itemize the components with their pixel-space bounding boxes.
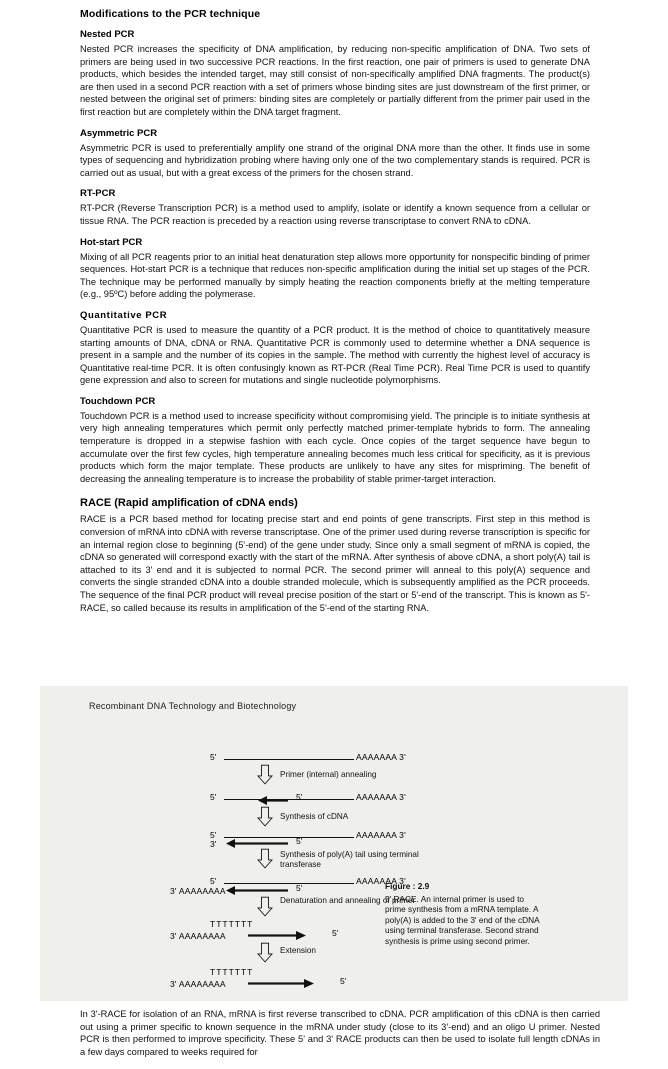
paragraph-3prime-race: In 3'-RACE for isolation of an RNA, mRNA is first reverse transcribed to cDNA. PCR amplification of this cDNA is then carried out using a primer specific to known sequence in the mRNA under study (close to its 3'-end) and an oligo U primer. Nested PCR is then performed to improve specificity. These 5' and 3' RACE products can then be used to isolate full length cDNAs in a few days compared to weeks required for [80,1009,600,1057]
label-5prime-primer-5: 5' [340,976,347,986]
arrow-down-icon-4 [257,896,273,918]
step-label-2: Synthesis of cDNA [280,812,349,821]
paragraph-asymmetric-pcr: Asymmetric PCR is used to preferentially amplify one strand of the original DNA more than the other. It finds use in some types of sequencing and hybridization probing where having only one of the two complementary stands is required. PCR is carried out as usual, but with a great excess of the primers for the chosen strand. [80,142,590,178]
strand-line-4 [224,883,354,884]
step-label-1: Primer (internal) annealing [280,770,377,779]
paragraph-rt-pcr: RT-PCR (Reverse Transcription PCR) is a method used to amplify, isolate or identify a known sequence from a cellular or tissue RNA. The PCR reaction is preceded by a reaction using reverse transcriptase to convert RNA to cDNA. [80,203,590,226]
label-5prime-1: 5' [210,752,217,762]
label-3prime-3: 3' [210,839,217,849]
label-polya-4: AAAAAAA 3' [356,876,406,886]
label-5prime-primer-4: 5' [332,928,339,938]
label-polya-left-2: 3' AAAAAAAA [170,931,226,941]
figure-caption [385,881,545,946]
arrow-down-icon-3 [257,848,273,870]
race-diagram [150,726,450,991]
step-label-4: Denaturation and annealing of primer [280,896,416,905]
label-polya-2: AAAAAAA 3' [356,792,406,802]
heading-race: RACE (Rapid amplification of cDNA ends) [80,497,298,510]
arrow-down-icon-1 [257,764,273,786]
paragraph-nested-pcr: Nested PCR increases the specificity of DNA amplification, by reducing non-specific amplification of DNA. Two sets of primers are being used in two successive PCR reactions. In the first reaction, one pair of primers is used to generate DNA products, which besides the intended target, may still consist of non-specifically amplified DNA fragments. The product(s) are then used in a second PCR reaction with a set of primers whose binding sites are just downstream of the first primer, or nested between the original set of primers: binding sites are completely or partially different from the primer pair used in the first reaction but are completely within the DNA target fragment. [80,44,590,117]
heading-rt-pcr: RT-PCR [80,188,116,200]
figure-caption-text: 5' RACE. An internal primer is used to prime synthesis from a mRNA template. A poly(A) is added to the 3' end of the cDNA using terminal transferase. Second strand synthesis is prime using second primer. [385,893,540,946]
figure-2-9 [40,686,628,1001]
label-5prime-4: 5' [210,876,217,886]
label-polya-left-1: 3' AAAAAAAA [170,886,226,896]
paragraph-quantitative-pcr: Quantitative PCR is used to measure the quantity of a PCR product. It is the method of choice to quantitatively measure starting amounts of DNA, cDNA or RNA. Quantitative PCR is commonly used to determine whether a DNA sequence is present in a sample and the number of its copies in the sample. The method with currently the highest level of accuracy is Quantitative real-time PCR. It is often confusingly known as RT-PCR (Real Time PCR). Real Time PCR is used to quantify gene expression and also to screen for mutations and single nucleotide polymorphisms. [80,324,590,386]
step-label-3: Synthesis of poly(A) tail using terminal transferase [280,850,419,869]
arrow-down-icon-5 [257,942,273,964]
label-5prime-primer-2: 5' [296,836,303,846]
label-polya-3: AAAAAAA 3' [356,830,406,840]
arrow-right-icon-1 [248,931,328,940]
page-title: Modifications to the PCR technique [80,8,261,20]
arrow-left-icon-3 [226,886,296,895]
label-polyt-1: TTTTTTT [210,919,254,929]
arrow-right-icon-2 [248,979,338,988]
label-5prime-3: 5' [210,830,217,840]
heading-nested-pcr: Nested PCR [80,29,135,40]
heading-touchdown-pcr: Touchdown PCR [80,395,156,407]
heading-asymmetric-pcr: Asymmetric PCR [80,127,158,139]
heading-quantitative-pcr: Quantitative PCR [80,309,168,321]
arrow-down-icon-2 [257,806,273,828]
label-5prime-primer-1: 5' [296,792,303,802]
label-5prime-primer-3: 5' [296,883,303,893]
figure-caption-title: Figure : 2.9 [385,881,430,891]
strand-line-1 [224,759,354,760]
paragraph-touchdown-pcr: Touchdown PCR is a method used to increase specificity without compromising yield. The principle is to initiate synthesis at very high annealing temperatures which permit only perfectly matched primer-template hybrids to form. The annealing temperature is dropped in a stepwise fashion with each cycle. Once copies of the target sequence have begun to accumulate over the first few cycles, high temperature annealing becomes much less critical for specificity, as it is previous products which form the major template. These products are unlikely to have any sites for mispriming. The benefit of decreasing the annealing temperature is to increase the probability of stable primer-target interaction. [80,410,590,484]
figure-running-head: Recombinant DNA Technology and Biotechnology [89,701,297,711]
paragraph-race: RACE is a PCR based method for locating precise start and end points of gene transcripts. First step in this method is conversion of mRNA into cDNA with reverse transcriptase. One of the primer used during reverse transcription is specific for an internal region close to beginning (5'-end) of the gene under study. Since only a small segment of mRNA is copied, the cDNA so generated will correspond exactly with the start of the mRNA. After synthesis of above cDNA, a short poly(A) tail is attached to its 3' end and it is subjected to normal PCR. The second primer will anneal to this poly(A) sequence and converts the single stranded cDNA into a double stranded molecule, which is subsequently amplified as the PCR proceeds. The sequence of the final PCR product will reveal precise position of the start or 5'-end of the transcript. This is known as 5'-RACE, so called because its results in amplification of the 5'-end of the starting RNA. [80,514,590,613]
arrow-left-icon-2 [226,839,296,848]
arrow-left-icon-1 [258,796,294,805]
label-polya-1: AAAAAAA 3' [356,752,406,762]
label-5prime-2: 5' [210,792,217,802]
label-polyt-2: TTTTTTT [210,967,254,977]
label-polya-left-3: 3' AAAAAAAA [170,979,226,989]
paragraph-hot-start-pcr: Mixing of all PCR reagents prior to an initial heat denaturation step allows more opportunity for nonspecific binding of primer sequences. Hot-start PCR is a technique that reduces non-specific amplification during the initial set up stages of the PCR. The technique may be performed manually by simply heating the reaction components briefly at the melting temperature (e.g., 95ºC) before adding the polymerase. [80,251,590,300]
heading-hot-start-pcr: Hot-start PCR [80,236,143,248]
strand-line-3 [224,837,354,838]
step-label-5: Extension [280,946,316,955]
document-body [80,8,590,616]
